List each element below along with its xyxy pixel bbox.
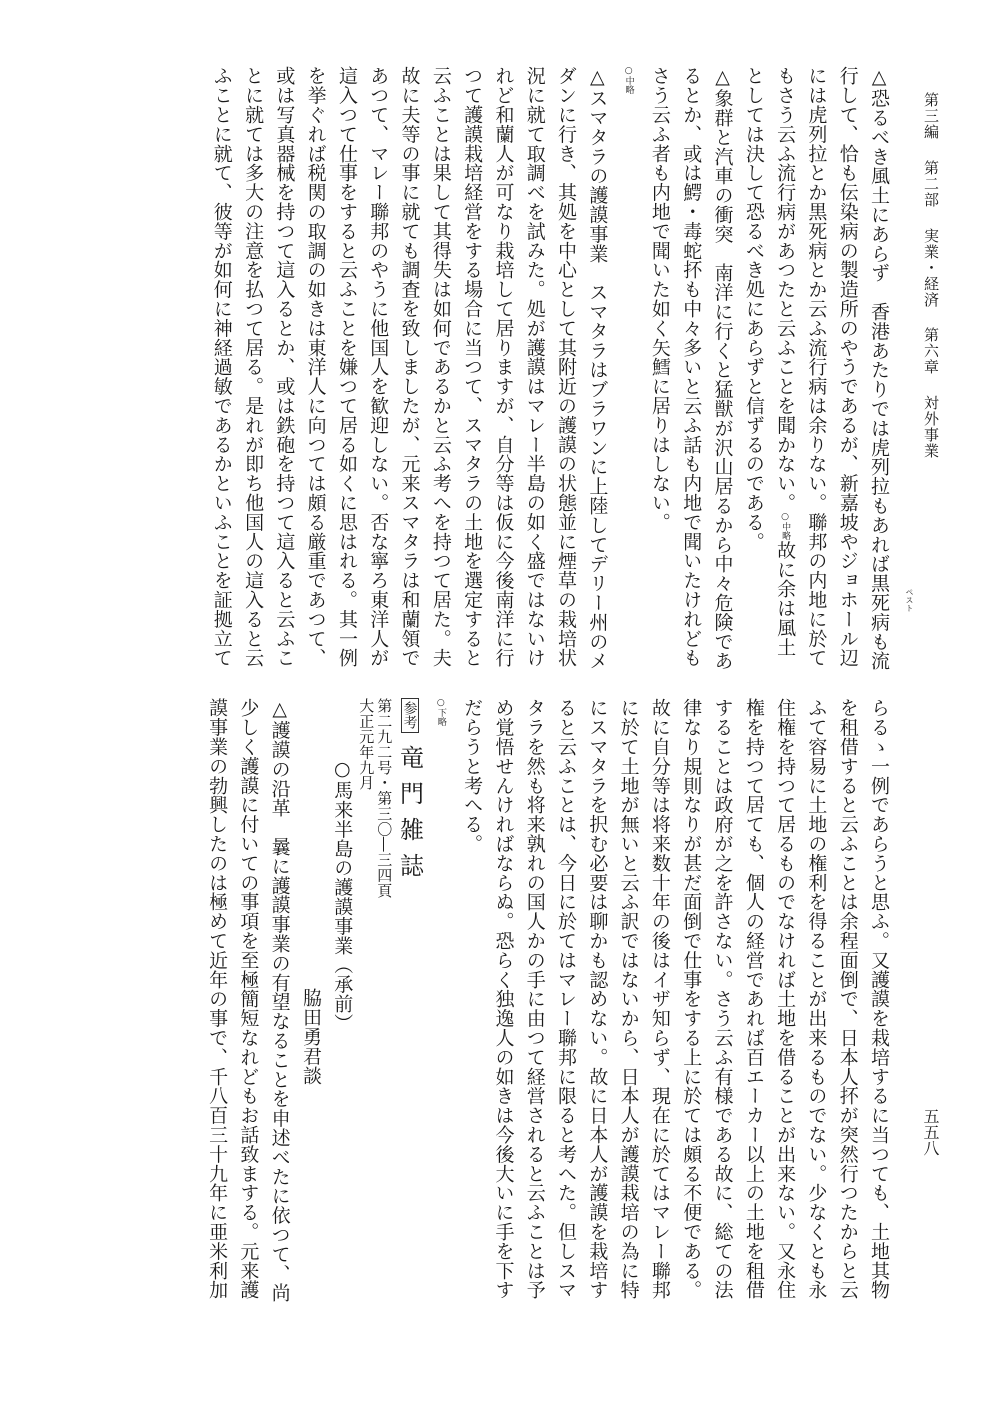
article-author-column	[295, 698, 326, 1350]
text-column: にスマタラを択む必要は聊かも認めない。故に日本人が護謨を栽培す	[586, 698, 609, 1300]
text-column: れど和蘭人が可なり栽培して居りますが、自分等は仮に今後南洋に行	[492, 66, 515, 668]
text-column: つて護謨栽培経営をする場合に当つて、スマタラの土地を選定すると	[461, 66, 484, 668]
text-column	[769, 66, 800, 678]
text-column: ふことに就て、彼等が如何に神経過敏であるかといふことを証拠立て	[210, 66, 233, 668]
reference-block	[393, 698, 424, 1350]
text-column: 況に就て取調べを試みた。処が護謨はマレー半島の如く盛ではないけ	[523, 66, 546, 668]
text-column: ダンに行き、其処を中心として其附近の護謨の状態並に煙草の栽培状	[555, 66, 578, 668]
text-column: △スマタラの護謨事業 スマタラはブラワンに上陸してデリー州のメ	[586, 66, 609, 671]
text-column: タラを然も将来孰れの国人かの手に由つて経営されると云ふことは予	[523, 698, 546, 1300]
omission-note: ○中略	[780, 512, 791, 541]
text-column: △護謨の沿革 曩に護謨事業の有望なることを申述べたに依つて、尚	[268, 698, 291, 1303]
omission-note: ○中略	[623, 66, 634, 94]
reference-label: 参考	[401, 698, 419, 733]
text-column: 権を持つて居ても、個人の経営であれば百エーカー以上の土地を租借	[742, 698, 765, 1300]
running-header	[912, 92, 942, 732]
text-column: ると云ふことは、今日に於てはマレー聯邦に限ると考へた。但しスマ	[555, 698, 578, 1300]
text-column: には虎列拉とか黒死病とか云ふ流行病は余りない。聯邦の内地に於て	[805, 66, 828, 668]
text-column: 律なり規則なりが甚だ面倒で仕事をする上に於ては頗る不便である。	[680, 698, 703, 1300]
text-column: 行して、恰も伝染病の製造所のやうであるが、新嘉坡やジョホール辺	[836, 66, 859, 668]
journal-title: 竜門雑誌	[395, 745, 424, 890]
text-column: 故に夫等の事に就ても調査を致しましたが、元来スマタラは和蘭領で	[398, 66, 421, 668]
text-column: 謨事業の勃興したのは極めて近年の事で、千八百三十九年に亜米利加	[206, 698, 229, 1300]
lower-text-block	[78, 698, 894, 1350]
text-column: に於て土地が無いと云ふ訳ではないから、日本人が護謨栽培の為に特	[617, 698, 640, 1300]
header-chapter: 第六章	[922, 327, 940, 376]
text-column: とに就ては多大の注意を払つて居る。是れが即ち他国人の這入ると云	[242, 66, 265, 668]
header-section: 第二部	[922, 159, 940, 208]
ruby-annotation: ペスト	[905, 588, 914, 612]
issue-date: 大正元年九月	[357, 698, 376, 791]
upper-text-block	[78, 66, 894, 678]
header-topic: 実業・経済	[922, 227, 940, 308]
text-column: 或は写真器械を持つて這入るとか、或は鉄砲を持つて這入ると云ふこ	[273, 66, 296, 668]
text-column: することは政府が之を許さない。さう云ふ有様である故に、総ての法	[711, 698, 734, 1300]
text-run: もさう云ふ流行病があつたと云ふことを聞かない。	[774, 66, 797, 513]
text-column: を租借すると云ふことは余程面倒で、日本人抔が突然行つたからと云	[836, 698, 859, 1300]
text-column: を挙ぐれば税関の取調の如きは東洋人に向つては頗る厳重であつて、	[304, 66, 327, 668]
text-run: 故に余は風土	[774, 540, 797, 657]
text-column: としては決して恐るべき処にあらずと信ずるのである。	[742, 66, 765, 551]
text-column: 少しく護謨に付いての事項を至極簡短なれどもお話致まする。元来護	[237, 698, 260, 1300]
text-column: ふて容易に土地の権利を得ることが出来るものでない。少なくとも永	[805, 698, 828, 1300]
text-column: らるゝ一例であらうと思ふ。又護謨を栽培するに当つても、土地其物	[868, 698, 890, 1300]
text-column: さう云ふ者も内地で聞いた如く矢鱈に居りはしない。	[648, 66, 671, 532]
text-column: め覚悟せんければならぬ。恐らく独逸人の如きは今後大いに手を下す	[492, 698, 515, 1300]
omission-note: ○下略	[435, 698, 446, 726]
text-column: 這入つて仕事をすると云ふことを嫌つて居る如くに思はれる。其一例	[335, 66, 358, 668]
issue-info	[357, 698, 393, 1350]
text-column: △恐るべき風土にあらず 香港あたりでは虎列拉もあれば黒死病も流	[868, 66, 890, 671]
header-chapter-title: 対外事業	[922, 395, 940, 460]
article-author: 脇田勇君談	[299, 988, 322, 1085]
text-column: 住権を持つて居るものでなければ土地を借ることが出来ない。又永住	[774, 698, 797, 1300]
page-number: 五五八	[921, 1108, 940, 1156]
text-column: 云ふことは果して其得失は如何であるかと云ふ考へを持つて居た。夫	[429, 66, 452, 668]
text-column: △象群と汽車の衝突 南洋に行くと猛獣が沢山居るから中々危険であ	[711, 66, 734, 671]
article-heading	[326, 698, 357, 1350]
text-column: だらうと考へる。	[461, 698, 484, 854]
text-column: るとか、或は鰐・毒蛇抔も中々多いと云ふ話も内地で聞いたけれども	[680, 66, 703, 668]
text-column: 故に自分等は将来数十年の後はイザ知らず、現在に於てはマレー聯邦	[648, 698, 671, 1300]
header-part: 第三編	[922, 92, 940, 140]
text-column: あつて、マレー聯邦のやうに他国人を歓迎しない。否な寧ろ東洋人が	[367, 66, 390, 668]
article-title: ○馬来半島の護謨事業（承前）	[331, 758, 354, 1033]
issue-number: 第二九二号・第三〇―三四頁	[375, 698, 394, 899]
